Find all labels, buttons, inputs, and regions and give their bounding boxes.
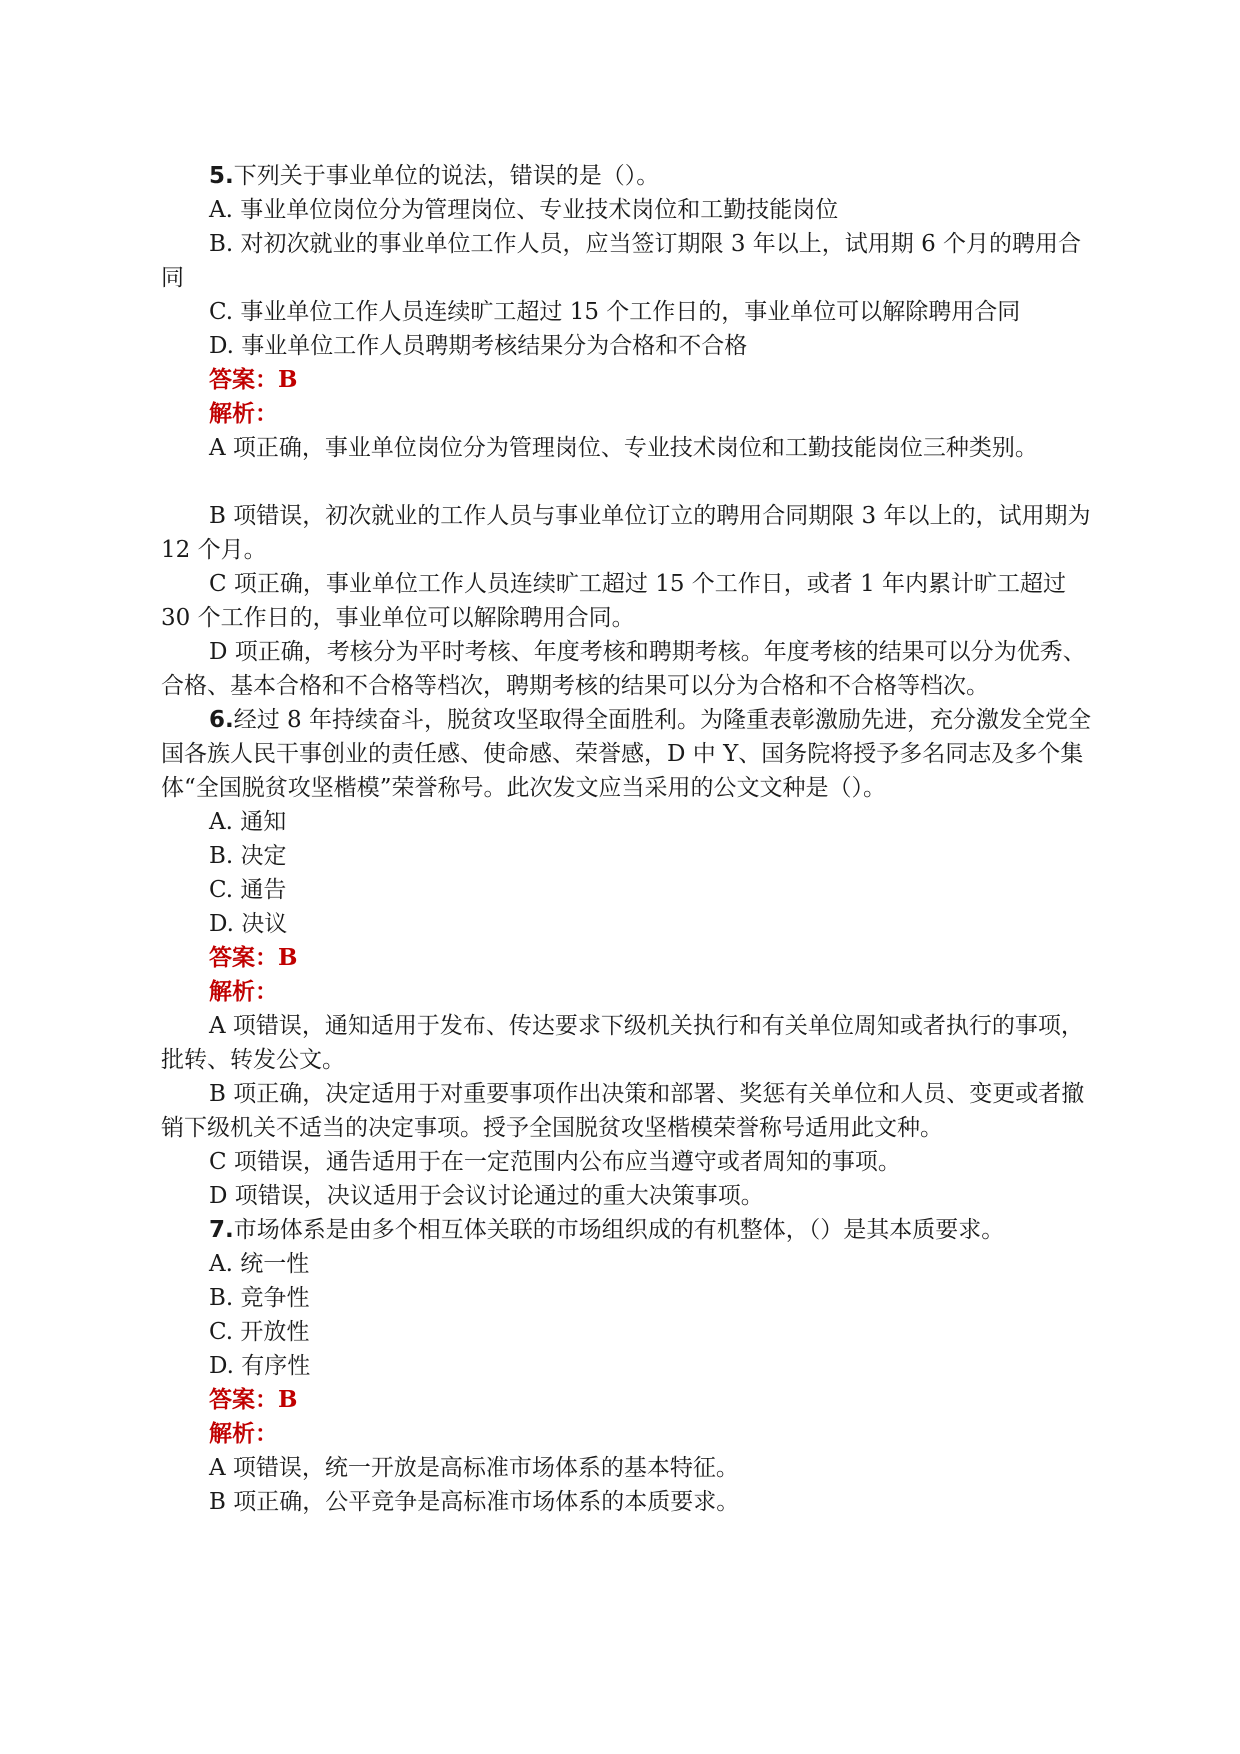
analysis-item: A 项错误，通知适用于发布、传达要求下级机关执行和有关单位周知或者执行的事项，批转、转发公文。 [161,1013,1084,1073]
option-b: B. 对初次就业的事业单位工作人员，应当签订期限 3 年以上，试用期 6 个月的聘用合同 [161,231,1082,291]
blank-line [161,465,1101,499]
option-c: C. 通告 [209,877,287,903]
option-a: A. 统一性 [209,1251,310,1277]
analysis-label: 解析： [209,400,278,427]
analysis-item: C 项正确，事业单位工作人员连续旷工超过 15 个工作日，或者 1 年内累计旷工超过 30 个工作日的，事业单位可以解除聘用合同。 [161,571,1067,631]
analysis-label: 解析： [209,978,278,1005]
analysis-label: 解析： [209,1420,278,1447]
option-b: B. 竞争性 [209,1285,310,1311]
option-c: C. 开放性 [209,1319,310,1345]
answer-label: 答案：B [209,1386,298,1413]
question-stem [161,703,1101,805]
question-number: 7. [209,1217,234,1243]
answer-label: 答案：B [209,944,298,971]
analysis-item: D 项错误，决议适用于会议讨论通过的重大决策事项。 [209,1183,764,1209]
question-stem [161,159,1101,193]
analysis-item: D 项正确，考核分为平时考核、年度考核和聘期考核。年度考核的结果可以分为优秀、合格、基本合格和不合格等档次，聘期考核的结果可以分为合格和不合格等档次。 [161,639,1086,699]
option-c: C. 事业单位工作人员连续旷工超过 15 个工作日的，事业单位可以解除聘用合同 [209,299,1021,325]
question-text: 经过 8 年持续奋斗，脱贫攻坚取得全面胜利。为隆重表彰激励先进，充分激发全党全国各族人民干事创业的责任感、使命感、荣誉感，D 中 Y、国务院将授予多名同志及多个集体“全国脱贫攻坚楷模”荣誉称号。此次发文应当采用的公文文种是（）。 [161,707,1092,801]
option-a: A. 通知 [209,809,287,835]
option-d: D. 决议 [209,911,288,937]
option-d: D. 有序性 [209,1353,311,1379]
option-b: B. 决定 [209,843,287,869]
option-d: D. 事业单位工作人员聘期考核结果分为合格和不合格 [209,333,748,359]
question-5 [161,159,1101,703]
option-a: A. 事业单位岗位分为管理岗位、专业技术岗位和工勤技能岗位 [209,197,839,223]
analysis-item: B 项正确，公平竞争是高标准市场体系的本质要求。 [209,1489,740,1515]
question-text: 下列关于事业单位的说法，错误的是（）。 [233,163,660,189]
analysis-item: A 项正确，事业单位岗位分为管理岗位、专业技术岗位和工勤技能岗位三种类别。 [209,435,1038,461]
question-7 [161,1213,1101,1519]
analysis-item: B 项正确，决定适用于对重要事项作出决策和部署、奖惩有关单位和人员、变更或者撤销下级机关不适当的决定事项。授予全国脱贫攻坚楷模荣誉称号适用此文种。 [161,1081,1085,1141]
question-6 [161,703,1101,1213]
question-number: 6. [209,707,234,733]
analysis-item: C 项错误，通告适用于在一定范围内公布应当遵守或者周知的事项。 [209,1149,901,1175]
document-page [161,159,1101,1519]
answer-label: 答案：B [209,366,298,393]
question-text: 市场体系是由多个相互体关联的市场组织成的有机整体，（）是其本质要求。 [233,1217,1005,1243]
analysis-item: A 项错误，统一开放是高标准市场体系的基本特征。 [209,1455,739,1481]
analysis-item: B 项错误，初次就业的工作人员与事业单位订立的聘用合同期限 3 年以上的，试用期为 12 个月。 [161,503,1091,563]
question-number: 5. [209,163,234,189]
question-stem [161,1213,1101,1247]
